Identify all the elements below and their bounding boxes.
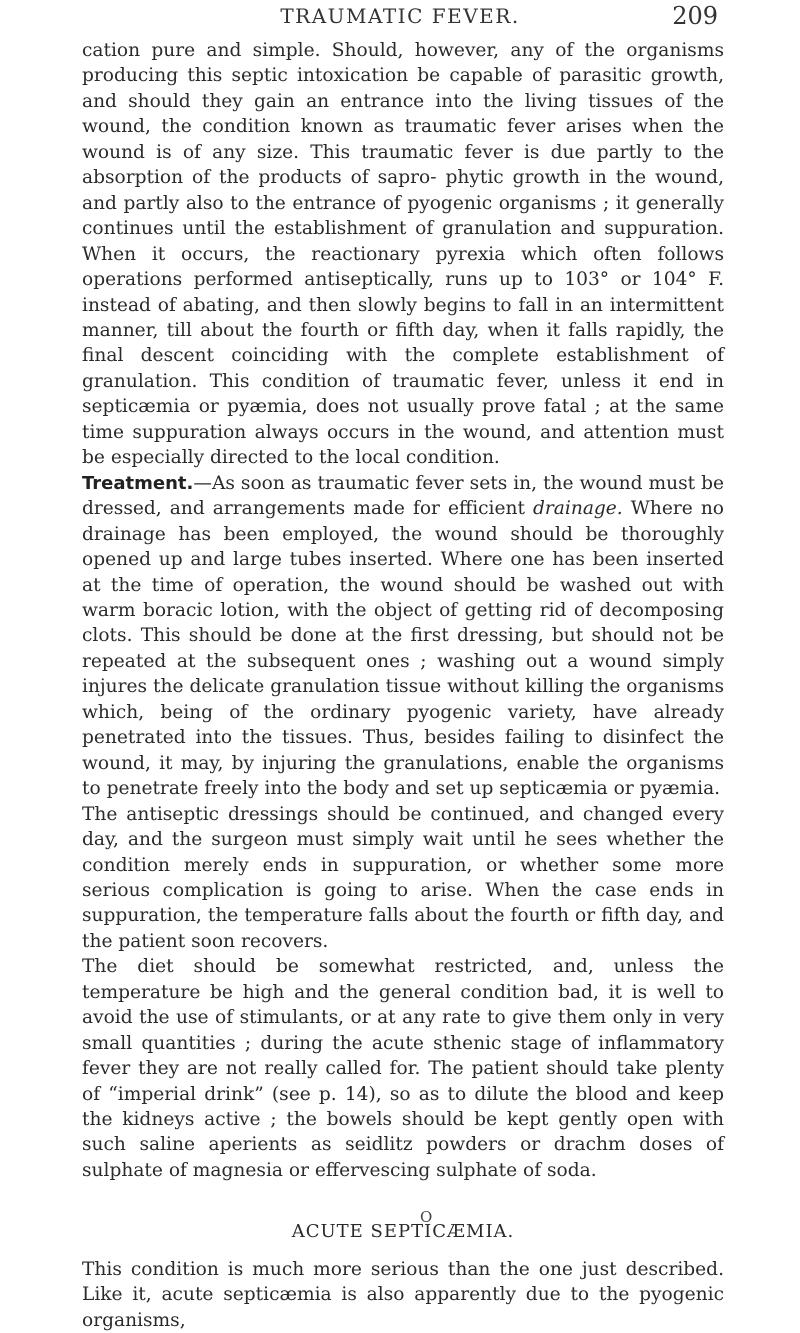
paragraph-4: The diet should be somewhat restricted, and, unless the temperature be high and the general condition bad, it is well to avoid the use of stimulants, or at any rate to give them only in very small quantities ; during the acute sthenic stage of inflammatory fever they are not really called for. The patient should take plenty of “imperial drink” (see p. 14), so as to dilute the blood and keep the kidneys active ; the bowels should be kept gently open with such saline aperients as seidlitz powders or drachm doses of sulphate of magnesia or effervescing sulphate of soda. <box>82 956 724 1181</box>
paragraph-treatment <box>82 471 724 802</box>
treatment-text-b: Where no drainage has been employed, the wound should be thoroughly opened up and large tubes inserted. Where one has been inserted at the time of operation, the wound should be washed out with warm boracic lotion, with the object of getting rid of decomposing clots. This should be done at the first dressing, but should not be repeated at the subsequent ones ; washing out a wound simply injures the delicate granulation tissue without killing the organisms which, being of the ordinary pyogenic variety, have already penetrated into the tissues. Thus, besides failing to disinfect the wound, it may, by injuring the granulations, enable the organisms to penetrate freely into the body and set up septicæmia or pyæmia. <box>82 498 724 800</box>
paragraph-5: This condition is much more serious than the one just described. Like it, acute septicæmia is also apparently due to the pyogenic organisms, <box>82 1258 724 1331</box>
page-number: 209 <box>672 2 718 30</box>
body-text <box>82 38 724 1333</box>
running-title: TRAUMATIC FEVER. <box>280 4 520 28</box>
treatment-heading: Treatment. <box>82 472 194 494</box>
section-heading: ACUTE SEPTICÆMIA. <box>291 1221 515 1243</box>
treatment-italic: drainage. <box>533 498 623 520</box>
signature-mark: O <box>420 1208 433 1226</box>
paragraph-3: The antiseptic dressings should be continued, and changed every day, and the surgeon must simply wait until he sees whether the condition merely ends in suppuration, or whether some more serious complication is going to arise. When the case ends in suppuration, the temperature falls about the fourth or fifth day, and the patient soon recovers. <box>82 803 724 952</box>
paragraph-1: cation pure and simple. Should, however, any of the organisms producing this septic intoxication be capable of parasitic growth, and should they gain an entrance into the living tissues of the wound, the condition known as traumatic fever arises when the wound is of any size. This traumatic fever is due partly to the absorption of the products of sapro- phytic growth in the wound, and partly also to the entrance of pyogenic organisms ; it generally continues until the establishment of granulation and suppuration. When it occurs, the reactionary pyrexia which often follows operations performed antiseptically, runs up to 103° or 104° F. instead of abating, and then slowly begins to fall in an intermittent manner, till about the fourth or fifth day, when it falls rapidly, the final descent coinciding with the complete establishment of granulation. This condition of traumatic fever, unless it end in septicæmia or pyæmia, does not usually prove fatal ; at the same time suppuration always occurs in the wound, and attention must be especially directed to the local condition. <box>82 40 724 469</box>
treatment-text-a: —As soon as traumatic fever sets in, the wound must be dressed, and arrangements made for efficient <box>82 472 724 520</box>
